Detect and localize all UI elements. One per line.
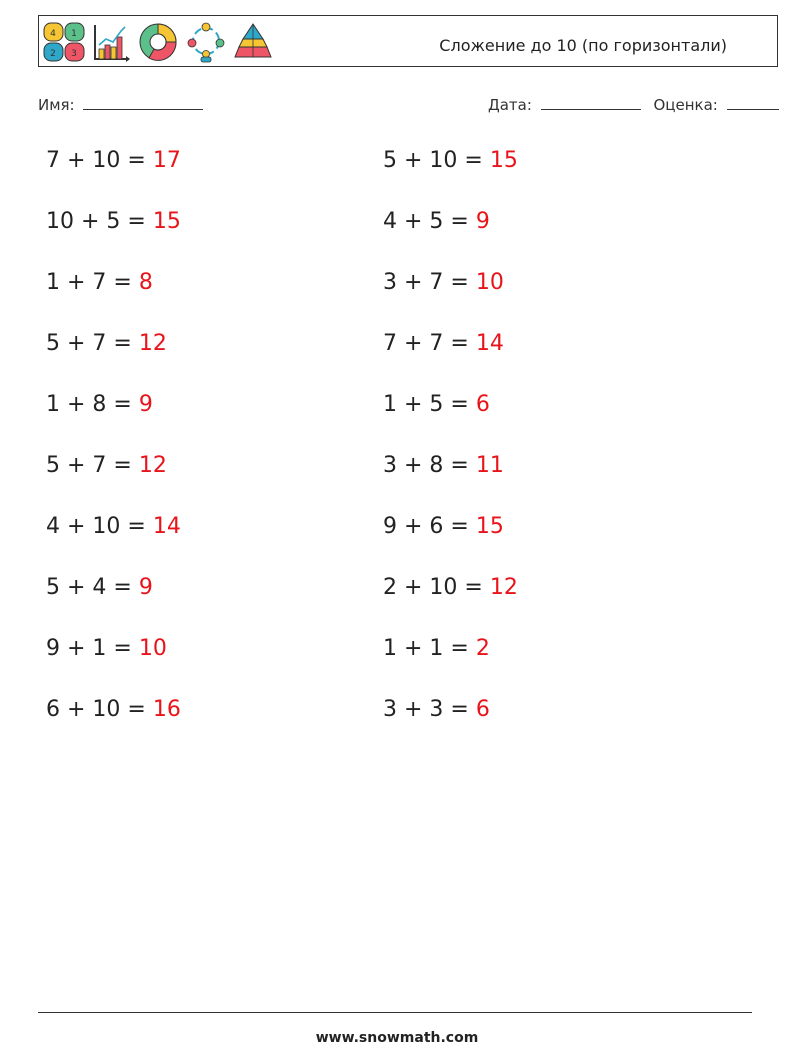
- problem-answer: 9: [138, 392, 153, 417]
- date-score-fields: [488, 95, 779, 114]
- problem-expression: 10 + 5 =: [46, 209, 146, 234]
- problem-expression: 5 + 10 =: [383, 148, 483, 173]
- puzzle-digit: 4: [50, 29, 56, 39]
- donut-chart-icon: [137, 21, 179, 63]
- problem-expression: 1 + 7 =: [46, 270, 132, 295]
- problem-expression: 1 + 8 =: [46, 392, 132, 417]
- problem-expression: 1 + 5 =: [383, 392, 469, 417]
- problem-answer: 15: [489, 148, 518, 173]
- problem-answer: 2: [475, 636, 490, 661]
- problem-item: [383, 636, 490, 661]
- problem-answer: 10: [475, 270, 504, 295]
- puzzle-digit: 1: [71, 29, 77, 39]
- problem-item: [46, 453, 167, 478]
- name-field: [38, 95, 203, 114]
- problem-item: [46, 392, 153, 417]
- people-cycle-icon: [185, 21, 227, 63]
- problem-answer: 6: [475, 697, 490, 722]
- logo-strip: [43, 20, 273, 64]
- problem-item: [383, 270, 504, 295]
- problem-item: [383, 209, 490, 234]
- problem-answer: 16: [152, 697, 181, 722]
- problem-answer: 15: [475, 514, 504, 539]
- problem-expression: 4 + 5 =: [383, 209, 469, 234]
- problem-item: [46, 514, 181, 539]
- problem-answer: 14: [475, 331, 504, 356]
- problem-item: [46, 575, 153, 600]
- problem-item: [46, 636, 167, 661]
- puzzle-digit: 3: [71, 49, 77, 59]
- bar-chart-icon: [91, 21, 131, 63]
- problem-expression: 3 + 8 =: [383, 453, 469, 478]
- problem-expression: 5 + 4 =: [46, 575, 132, 600]
- problem-expression: 6 + 10 =: [46, 697, 146, 722]
- problem-expression: 7 + 7 =: [383, 331, 469, 356]
- problem-answer: 11: [475, 453, 504, 478]
- problem-answer: 6: [475, 392, 490, 417]
- problem-item: [46, 697, 181, 722]
- problem-item: [383, 514, 504, 539]
- problem-answer: 12: [138, 331, 167, 356]
- problem-item: [383, 148, 518, 173]
- problem-expression: 3 + 3 =: [383, 697, 469, 722]
- date-blank[interactable]: [541, 95, 641, 110]
- problem-expression: 1 + 1 =: [383, 636, 469, 661]
- problem-expression: 3 + 7 =: [383, 270, 469, 295]
- problem-expression: 5 + 7 =: [46, 453, 132, 478]
- problem-item: [46, 209, 181, 234]
- problem-expression: 4 + 10 =: [46, 514, 146, 539]
- problem-item: [383, 697, 490, 722]
- problem-expression: 5 + 7 =: [46, 331, 132, 356]
- problem-answer: 15: [152, 209, 181, 234]
- problem-answer: 14: [152, 514, 181, 539]
- problem-item: [46, 148, 181, 173]
- problem-item: [383, 331, 504, 356]
- name-blank[interactable]: [83, 95, 203, 110]
- date-label: Дата:: [488, 96, 532, 114]
- problem-item: [46, 270, 153, 295]
- numbered-puzzle-icon: [43, 21, 85, 63]
- problem-expression: 7 + 10 =: [46, 148, 146, 173]
- score-label: Оценка:: [653, 96, 718, 114]
- problem-item: [383, 453, 504, 478]
- problem-answer: 17: [152, 148, 181, 173]
- name-label: Имя:: [38, 96, 75, 114]
- worksheet-title: Сложение до 10 (по горизонтали): [439, 36, 727, 55]
- puzzle-digit: 2: [50, 49, 56, 59]
- problem-answer: 9: [138, 575, 153, 600]
- problem-answer: 9: [475, 209, 490, 234]
- score-blank[interactable]: [727, 95, 779, 110]
- problem-item: [383, 392, 490, 417]
- problem-item: [46, 331, 167, 356]
- problem-expression: 9 + 1 =: [46, 636, 132, 661]
- footer-url[interactable]: www.snowmath.com: [315, 1030, 479, 1046]
- problem-expression: 2 + 10 =: [383, 575, 483, 600]
- problem-answer: 12: [489, 575, 518, 600]
- pyramid-icon: [233, 21, 273, 63]
- problem-answer: 8: [138, 270, 153, 295]
- problem-expression: 9 + 6 =: [383, 514, 469, 539]
- footer-divider: [38, 1012, 752, 1013]
- problem-answer: 12: [138, 453, 167, 478]
- problem-item: [383, 575, 518, 600]
- problem-answer: 10: [138, 636, 167, 661]
- header-box: [38, 15, 778, 67]
